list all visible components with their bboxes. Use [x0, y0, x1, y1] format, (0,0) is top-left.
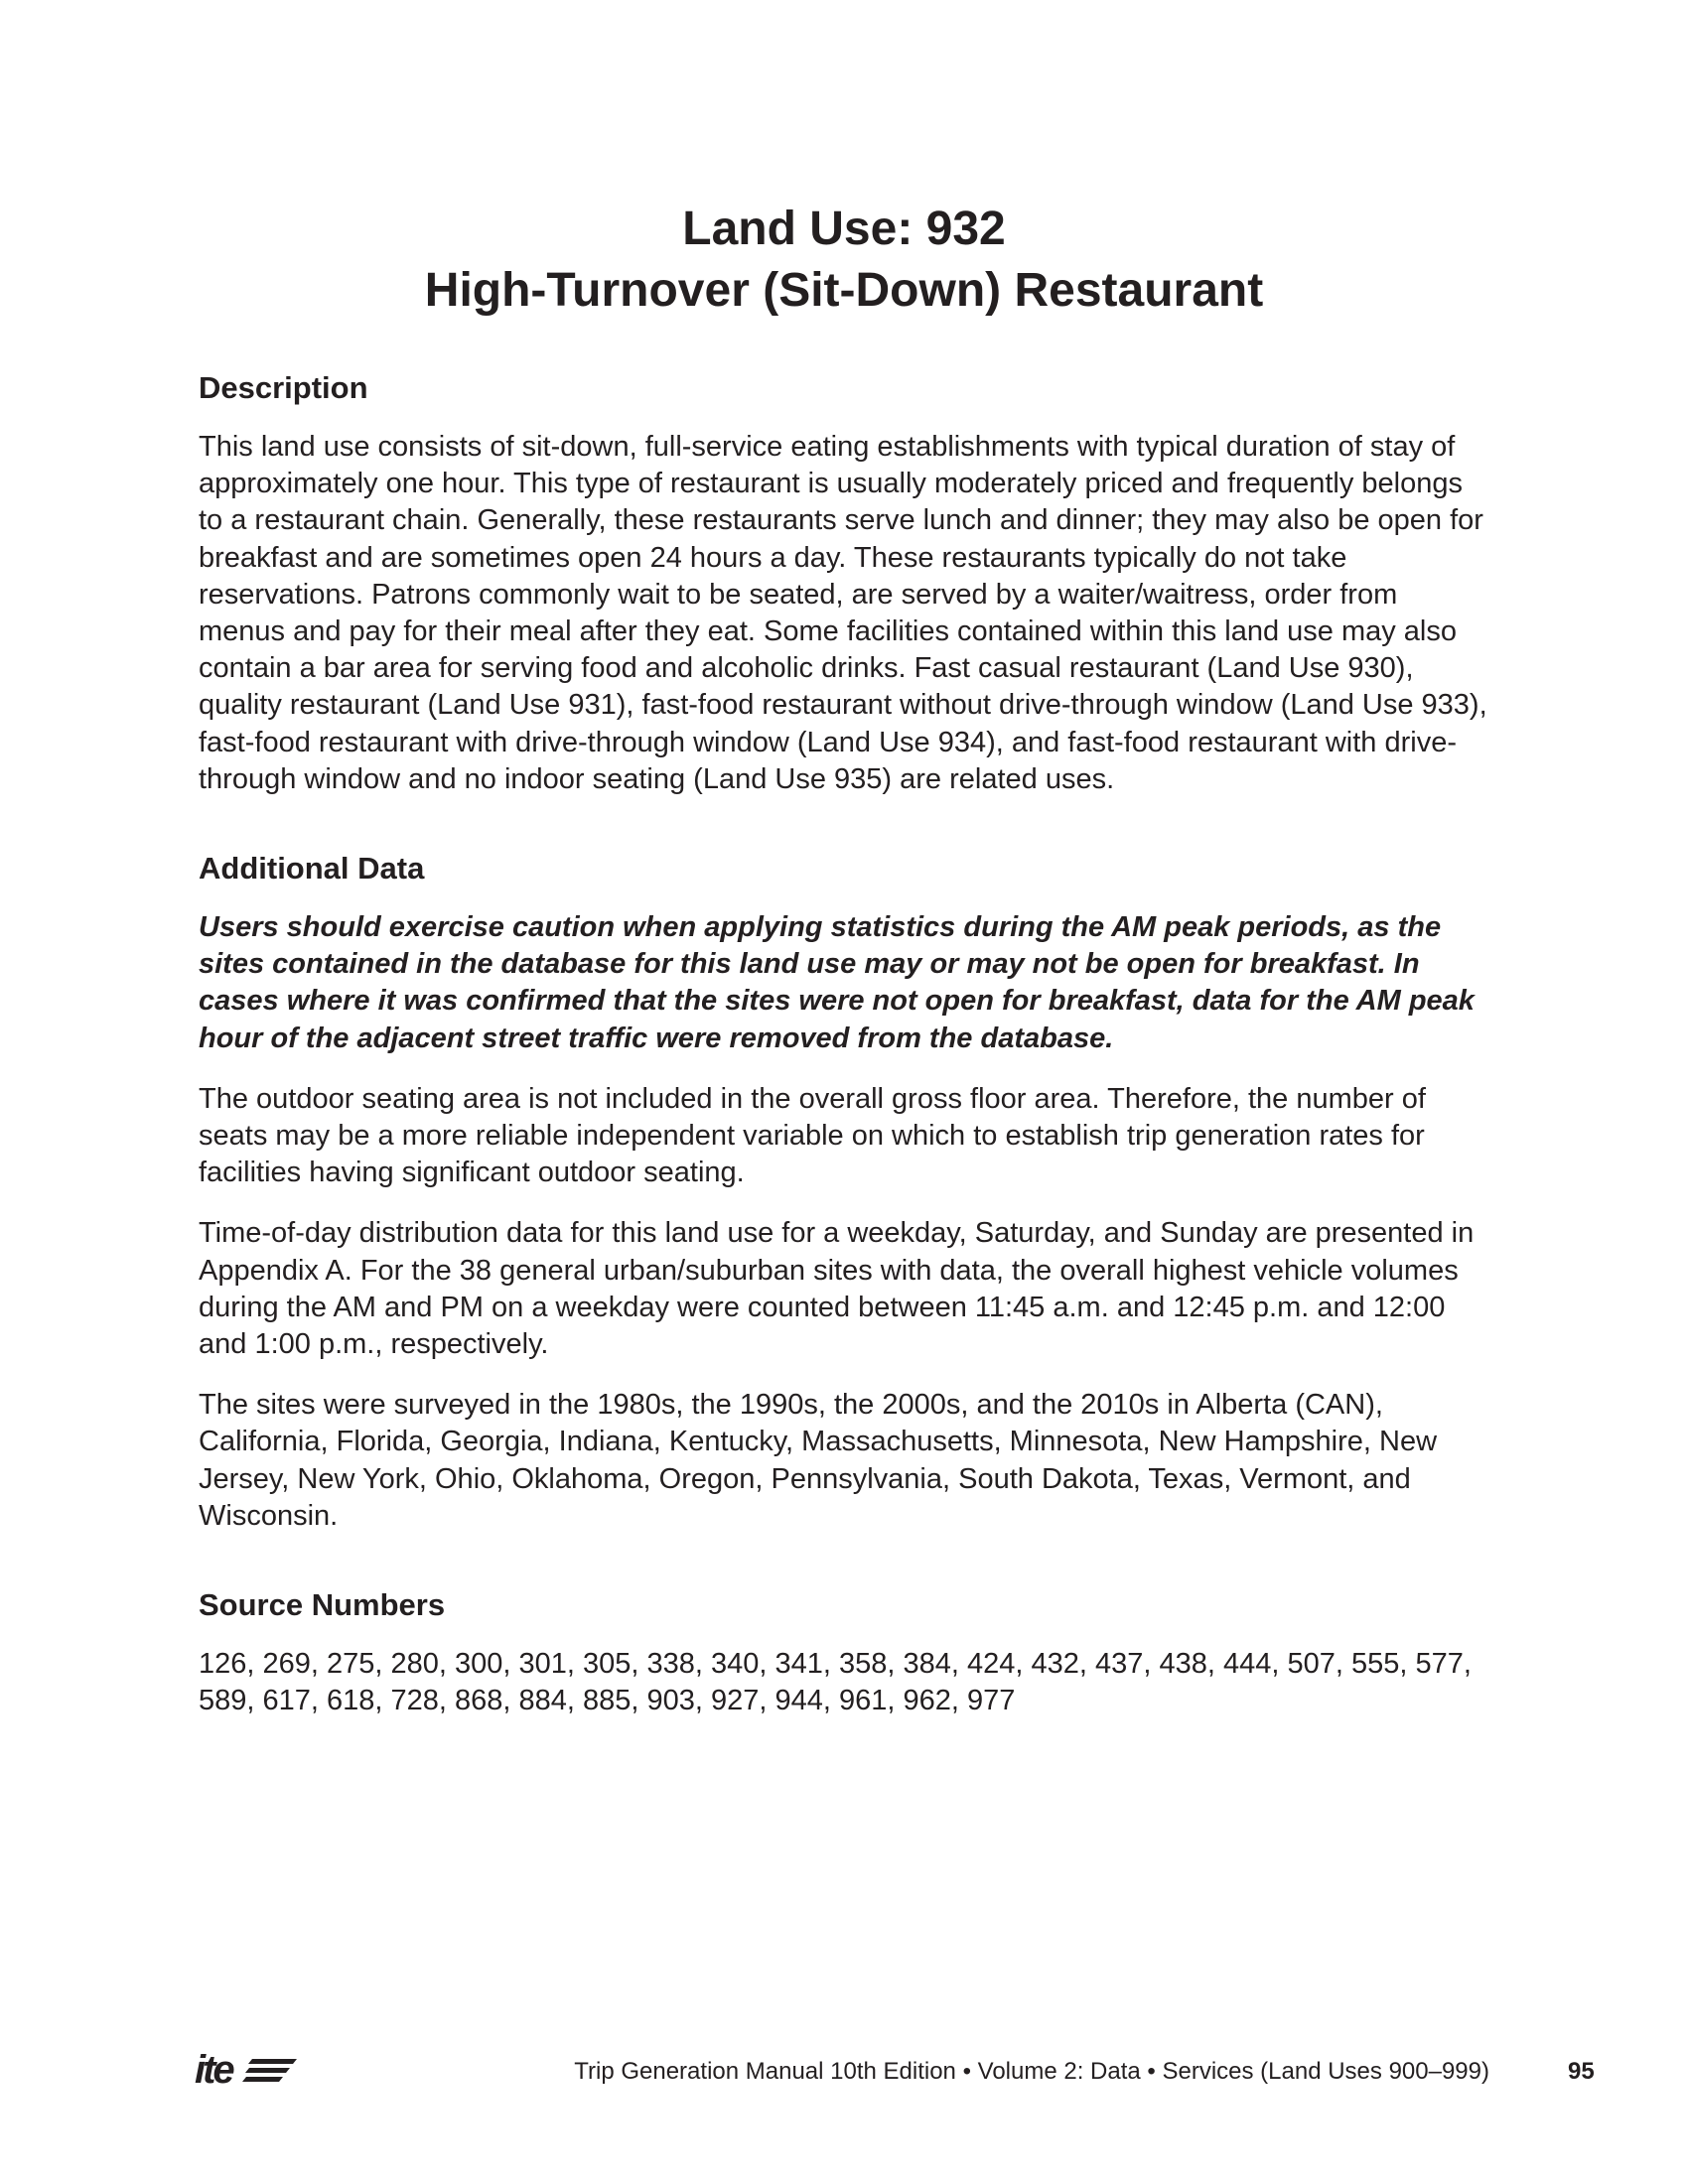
page-footer	[0, 2050, 1688, 2090]
page-number: 95	[1568, 2058, 1595, 2085]
time-of-day-paragraph: Time-of-day distribution data for this land use for a weekday, Saturday, and Sunday are presented in Appendix A. For the 38 general urban/suburban sites with data, the overall highest vehicle volumes during the AM and PM on a weekday were counted between 11:45 a.m. and 12:45 p.m. and 12:00 and 1:00 p.m., respectively.	[199, 1217, 1475, 1361]
description-text: This land use consists of sit-down, full-service eating establishments with typical duration of stay of approximately one hour. This type of restaurant is usually moderately priced and frequently belongs to a restaurant chain. Generally, these restaurants serve lunch and dinner; they may also be open for breakfast and are sometimes open 24 hours a day. These restaurants typically do not take reservations. Patrons commonly wait to be seated, are served by a waiter/waitress, order from menus and pay for their meal after they eat. Some facilities contained within this land use may also contain a bar area for serving food and alcoholic drinks. Fast casual restaurant (Land Use 930), quality restaurant (Land Use 931), fast-food restaurant without drive-through window (Land Use 933), fast-food restaurant with drive-through window (Land Use 934), and fast-food restaurant with drive-through window and no indoor seating (Land Use 935) are related uses.	[199, 431, 1487, 795]
source-numbers-text: 126, 269, 275, 280, 300, 301, 305, 338, 340, 341, 358, 384, 424, 432, 437, 438, 444, 507, 555, 577, 589, 617, 618, 728, 868, 884, 885, 903, 927, 944, 961, 962, 977	[199, 1648, 1472, 1717]
main-content	[199, 369, 1489, 1719]
ite-logo	[195, 2050, 298, 2090]
outdoor-seating-paragraph: The outdoor seating area is not included in the overall gross floor area. Therefore, the number of seats may be a more reliable independent variable on which to establish trip generation rates for facilities having significant outdoor seating.	[199, 1082, 1426, 1189]
additional-data-heading: Additional Data	[199, 851, 425, 887]
title-line-1: Land Use: 932	[682, 203, 1006, 255]
source-numbers-heading: Source Numbers	[199, 1587, 446, 1623]
title-line-2: High-Turnover (Sit-Down) Restaurant	[424, 264, 1264, 317]
survey-locations-paragraph: The sites were surveyed in the 1980s, the 1990s, the 2000s, and the 2010s in Alberta (CAN), California, Florida, Georgia, Indiana, Kentucky, Massachusetts, Minnesota, New Hampshire, New Jersey, New York, Ohio, Oklahoma, Oregon, Pennsylvania, South Dakota, Texas, Vermont, and Wisconsin.	[199, 1389, 1438, 1532]
footer-citation: Trip Generation Manual 10th Edition • Volume 2: Data • Services (Land Uses 900–999)	[574, 2058, 1489, 2085]
svg-text:ite: ite	[195, 2050, 232, 2090]
caution-note: Users should exercise caution when applying statistics during the AM peak periods, as the sites contained in the database for this land use may or may not be open for breakfast. In cases where it was confirmed that the sites were not open for breakfast, data for the AM peak hour of the adjacent street traffic were removed from the database.	[199, 911, 1475, 1054]
page-title	[0, 199, 1688, 322]
description-heading: Description	[199, 370, 368, 405]
